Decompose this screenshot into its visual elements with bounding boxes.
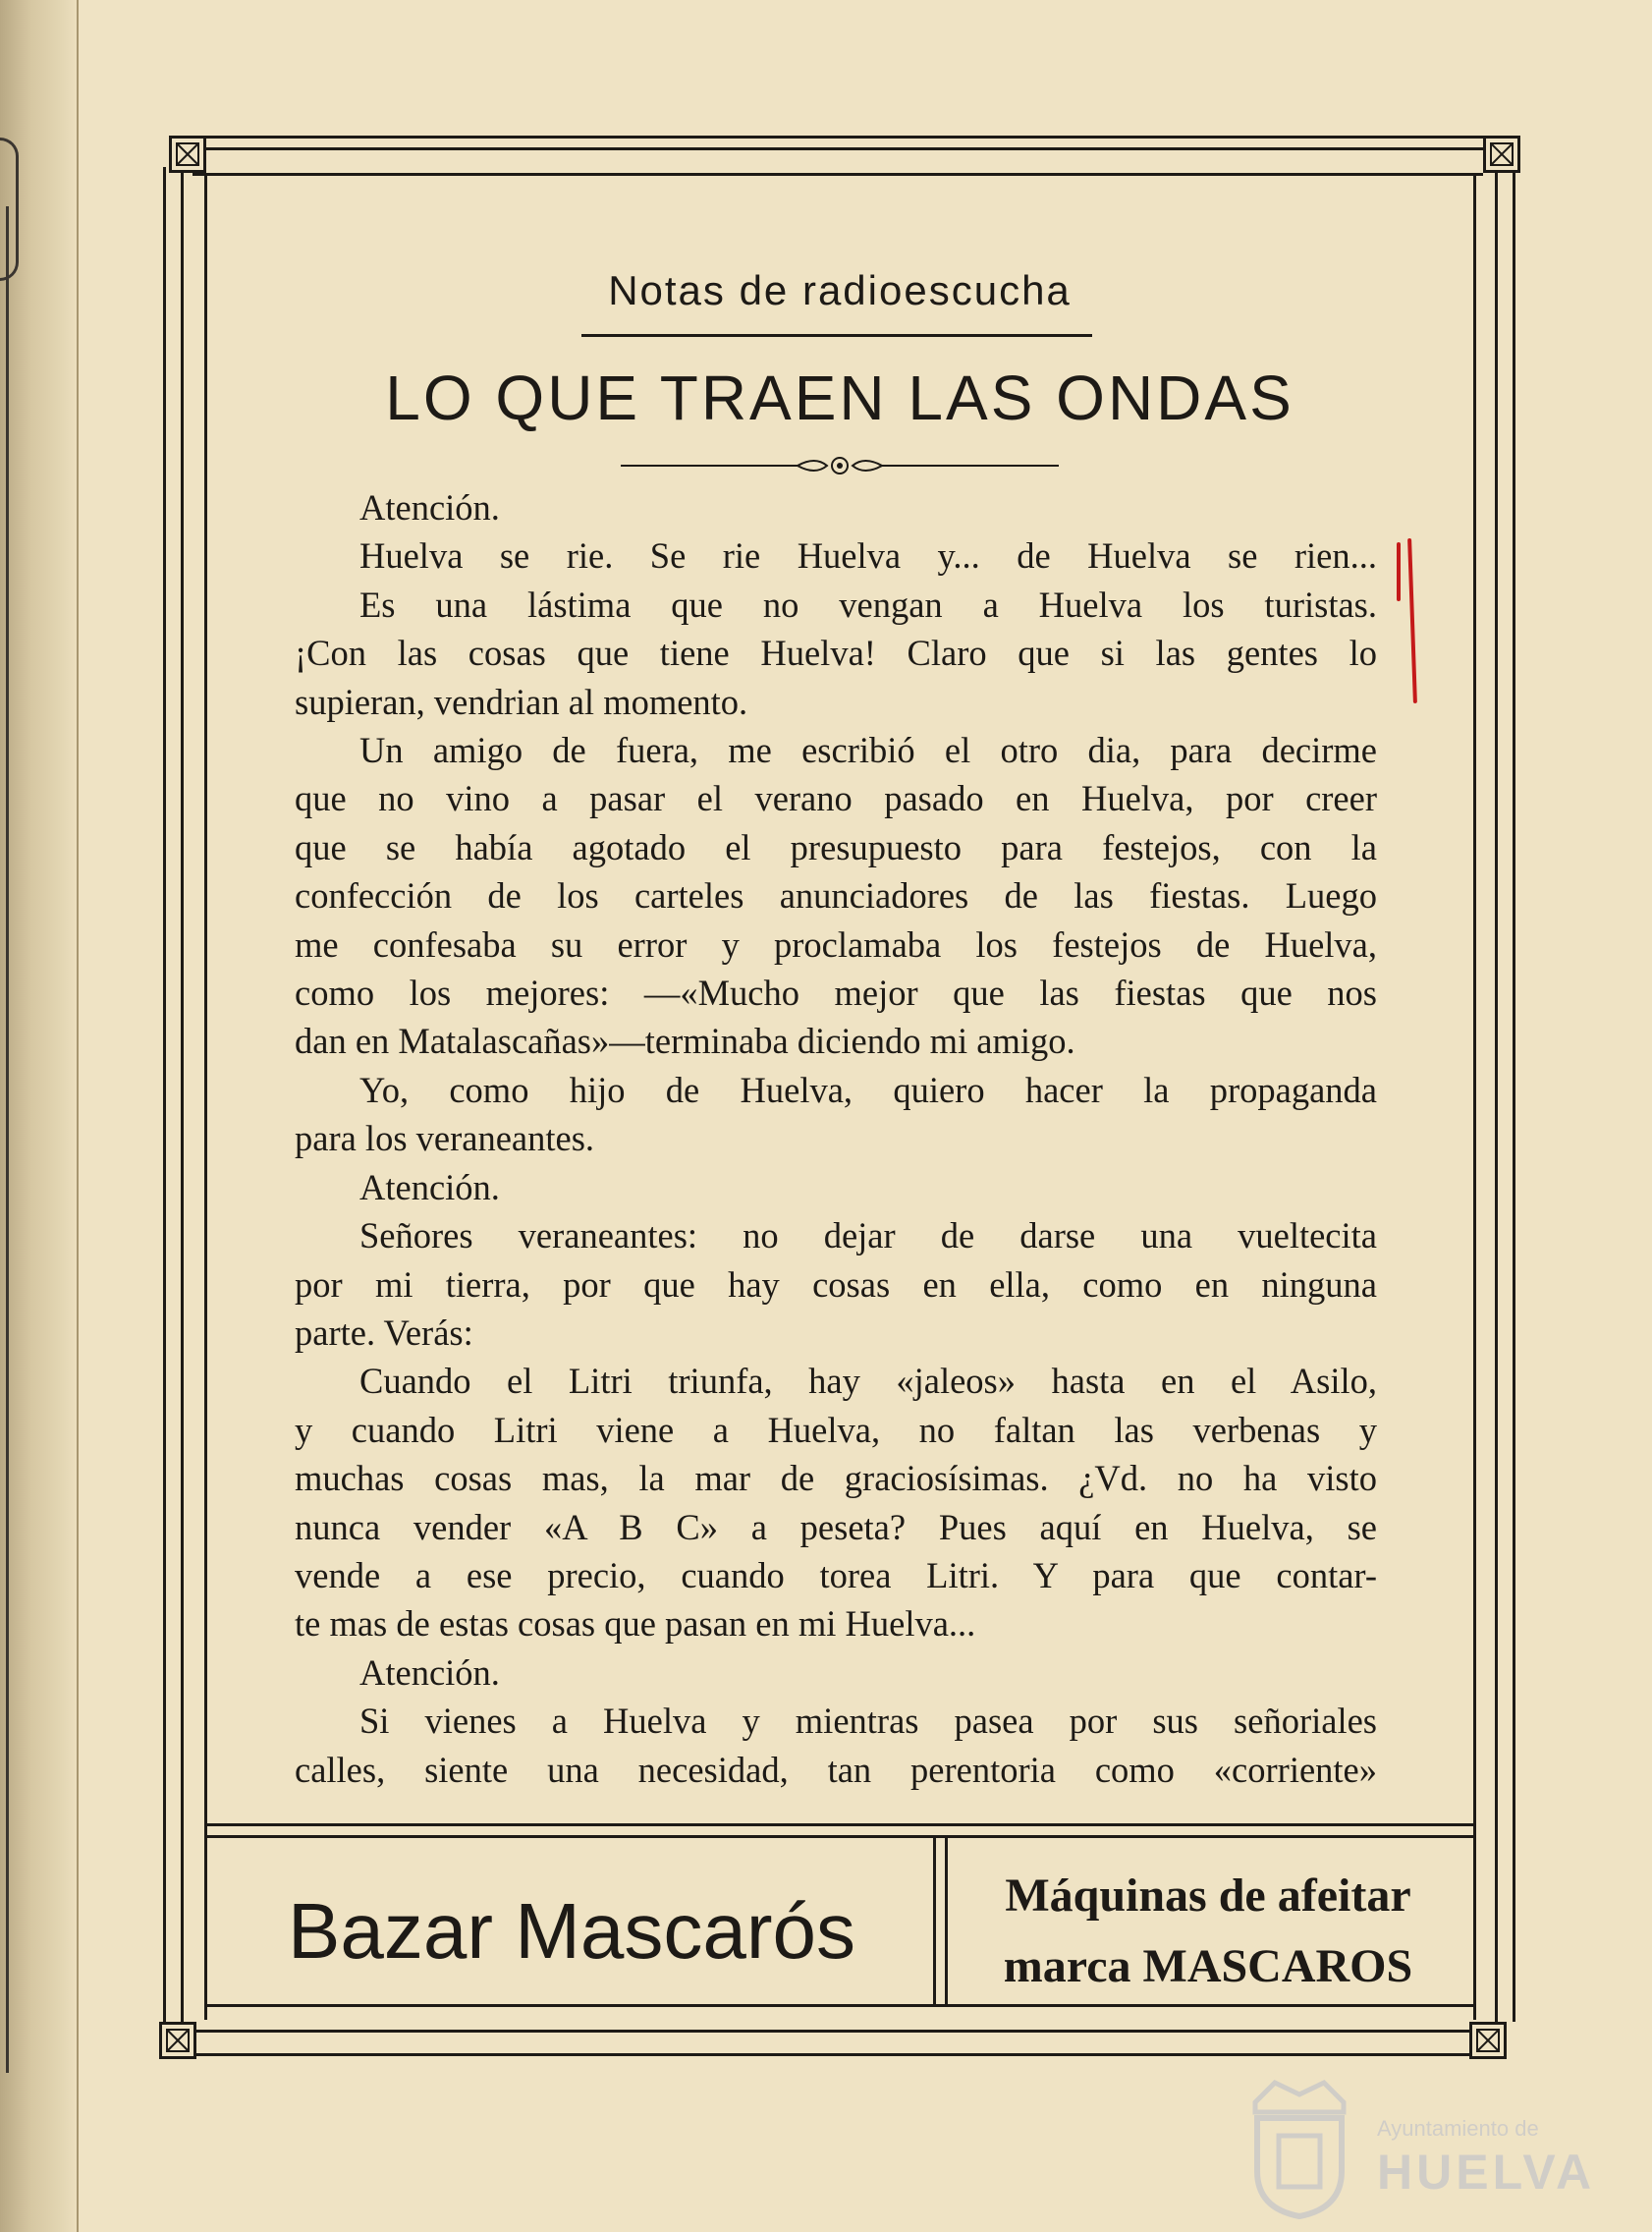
corner-bottom-left xyxy=(159,2022,196,2059)
article-line: Si vienes a Huelva y mientras pasea por sus señoriales xyxy=(359,1701,1377,1742)
article-line: que se había agotado el presupuesto para festejos, con la xyxy=(295,826,1377,867)
frame-left-rule-middle xyxy=(181,167,184,2022)
frame-top-rule-middle xyxy=(193,147,1483,150)
ad-bazar-mascaros: Bazar Mascarós xyxy=(288,1887,855,1975)
binding-rule xyxy=(6,206,9,2073)
text-bottom-rule xyxy=(204,1823,1475,1826)
subtitle-underline xyxy=(581,334,1092,337)
article-line: Atención. xyxy=(359,1651,500,1693)
corner-top-right xyxy=(1483,136,1520,173)
frame-right-rule-middle xyxy=(1495,167,1498,2022)
article-line: que no vino a pasar el verano pasado en Huelva, por creer xyxy=(295,778,1377,819)
article-line: Es una lástima que no vengan a Huelva los turistas. xyxy=(359,584,1377,625)
title-ornament xyxy=(621,452,1059,479)
article-line: por mi tierra, por que hay cosas en ella, como en ninguna xyxy=(295,1263,1377,1305)
corner-bottom-right xyxy=(1469,2022,1507,2059)
frame-right-rule-outer xyxy=(1513,167,1515,2022)
ad-divider-left xyxy=(933,1837,936,2004)
article-line: dan en Matalascañas»—terminaba diciendo mi amigo. xyxy=(295,1021,1075,1062)
article-line: me confesaba su error y proclamaba los festejos de Huelva, xyxy=(295,923,1377,965)
ad-top-rule xyxy=(204,1835,1475,1838)
article-line: vende a ese precio, cuando torea Litri. Y para que contar- xyxy=(295,1554,1377,1595)
corner-top-left xyxy=(169,136,206,173)
coat-of-arms-icon xyxy=(1245,2073,1353,2220)
page-binding xyxy=(0,0,79,2232)
red-margin-mark xyxy=(1397,542,1401,601)
frame-right-rule-inner xyxy=(1473,173,1476,2020)
article-line: confección de los carteles anunciadores de las fiestas. Luego xyxy=(295,875,1377,917)
article-subtitle: Notas de radioescucha xyxy=(608,267,1072,313)
article-line: Señores veraneantes: no dejar de darse una vueltecita xyxy=(359,1215,1377,1256)
frame-left-rule-outer xyxy=(163,167,166,2022)
ad-divider-right xyxy=(945,1837,948,2004)
article-line: supieran, vendrian al momento. xyxy=(295,681,748,722)
article-line: parte. Verás: xyxy=(295,1311,473,1353)
ad-bottom-rule xyxy=(204,2004,1475,2007)
article-line: ¡Con las cosas que tiene Huelva! Claro que si las gentes lo xyxy=(295,633,1377,674)
article-line: como los mejores: —«Mucho mejor que las fiestas que nos xyxy=(295,973,1377,1014)
article-line: Cuando el Litri triunfa, hay «jaleos» hasta en el Asilo, xyxy=(359,1361,1377,1402)
article-line: para los veraneantes. xyxy=(295,1118,595,1159)
article-line: Yo, como hijo de Huelva, quiero hacer la propaganda xyxy=(359,1069,1377,1110)
article-line: Huelva se rie. Se rie Huelva y... de Huelva se rien... xyxy=(359,535,1377,577)
article-body xyxy=(295,483,1377,1794)
article-line: te mas de estas cosas que pasan en mi Huelva... xyxy=(295,1603,976,1645)
frame-top-rule-inner xyxy=(193,173,1483,176)
ad-maquinas-afeitar xyxy=(972,1861,1444,2002)
article-line: Atención. xyxy=(359,1166,500,1207)
binding-mark xyxy=(0,138,19,281)
article-line: y cuando Litri viene a Huelva, no faltan las verbenas y xyxy=(295,1409,1377,1450)
ad-right-line2: marca MASCAROS xyxy=(1003,1940,1413,1992)
article-title: LO QUE TRAEN LAS ONDAS xyxy=(385,363,1294,433)
article-line: muchas cosas mas, la mar de graciosísimas. ¿Vd. no ha visto xyxy=(295,1458,1377,1499)
article-line: calles, siente una necesidad, tan perentoria como «corriente» xyxy=(295,1749,1377,1790)
watermark-small-text: Ayuntamiento de xyxy=(1377,2116,1539,2141)
watermark-big-text: HUELVA xyxy=(1377,2145,1596,2200)
article-line: Un amigo de fuera, me escribió el otro dia, para decirme xyxy=(359,730,1377,771)
watermark xyxy=(1245,2073,1599,2220)
frame-bottom-rule-inner xyxy=(193,2030,1483,2033)
frame-top-rule-outer xyxy=(193,136,1483,139)
frame-left-rule-inner xyxy=(204,173,207,2020)
article-line: nunca vender «A B C» a peseta? Pues aquí en Huelva, se xyxy=(295,1506,1377,1547)
frame-bottom-rule-outer xyxy=(193,2053,1483,2056)
article-line: Atención. xyxy=(359,487,500,528)
red-margin-mark xyxy=(1407,538,1417,703)
ad-right-line1: Máquinas de afeitar xyxy=(1005,1869,1411,1922)
